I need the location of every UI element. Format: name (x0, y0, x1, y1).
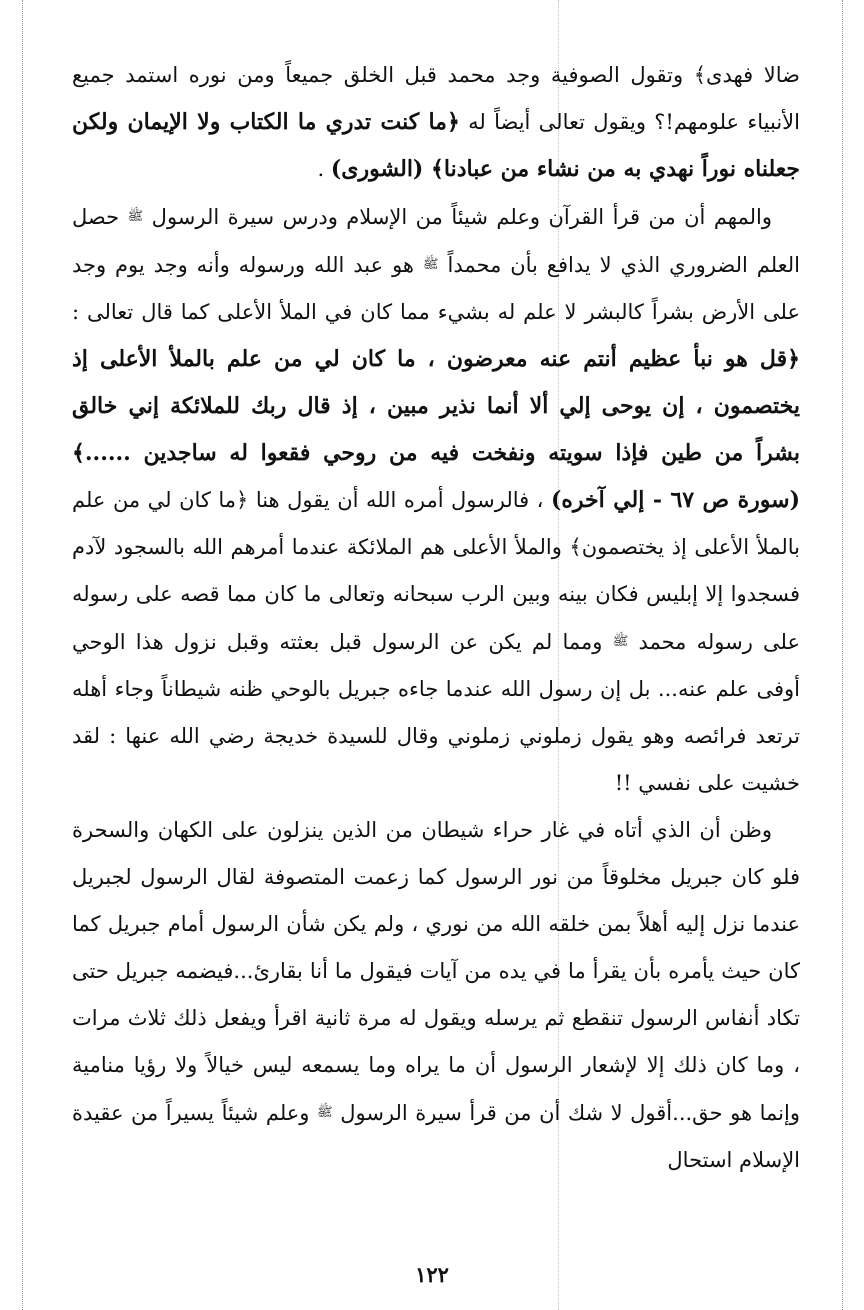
body-text: حصل العلم الضروري الذي لا يدافع بأن محمداً (72, 205, 801, 277)
salutation-symbol: ﷺ (127, 209, 144, 224)
body-text: والمهم أن من قرأ القرآن وعلم شيئاً من الإسلام ودرس سيرة الرسول (143, 205, 772, 229)
quran-quote: ﴿قل هو نبأ عظيم أنتم عنه معرضون ، ما كان لي من علم بالملأ الأعلى إذ يختصمون ، إن يوحى إلي ألا أنما نذير مبين ، إذ قال ربك للملائكة إني خالق بشراً من طين فإذا سويته ونفخت فيه من روحي فقعوا له ساجدين ......﴾(سورة ص ٦٧ - إلي آخره) (72, 346, 801, 513)
paragraph-1 (72, 52, 800, 193)
page-number: ١٢٢ (415, 1262, 449, 1287)
body-text: هو عبد الله ورسوله وأنه وجد يوم وجد على الأرض بشراً كالبشر لا علم له بشيء مما كان في الملأ الأعلى كما قال تعالى : (72, 253, 800, 324)
paragraph-2 (72, 193, 800, 807)
paragraph-3 (72, 807, 800, 1184)
body-text: ومما لم يكن عن الرسول قبل بعثته وقبل نزول هذا الوحي أوفى علم عنه... بل إن رسول الله عندما جاءه جبريل بالوحي ظنه شيطاناً وجاء أهله ترتعد فرائصه وهو يقول زملوني زملوني وقال للسيدة خديجة رضي الله عنها : لقد خشيت على نفسي !! (72, 630, 800, 795)
body-text: وظن أن الذي أتاه في غار حراء شيطان من الذين ينزلون على الكهان والسحرة فلو كان جبريل مخلوقاً من نور الرسول كما زعمت المتصوفة لقال الرسول لجبريل عندما نزل إليه أهلاً بمن خلقه الله من نوري ، ولم يكن شأن الرسول أمام جبريل كما كان حيث يأمره بأن يقرأ ما في يده من آيات فيقول ما أنا بقارئ...فيضمه جبريل حتى تكاد أنفاس الرسول تنقطع ثم يرسله ويقول له مرة ثانية اقرأ ويفعل ذلك ثلاث مرات ، وما كان ذلك إلا لإشعار الرسول أن ما يراه وما يسمعه ليس خيالاً ولا رؤيا منامية وإنما هو حق...أقول لا شك أن من قرأ سيرة الرسول (72, 818, 800, 1125)
right-fold-line (842, 0, 843, 1310)
body-text: وعلم شيئاً يسيراً من عقيدة الإسلام استحال (72, 1101, 800, 1172)
salutation-symbol: ﷺ (612, 634, 629, 649)
body-text: . (317, 157, 331, 181)
body-text: ضالا فهدى﴾ وتقول الصوفية وجد محمد قبل الخلق جميعاً ومن نوره استمد جميع الأنبياء علومهم!؟ ويقول تعالى أيضاً له (72, 63, 800, 134)
quran-quote: ﴿ما كنت تدري ما الكتاب ولا الإيمان ولكن جعلناه نوراً نهدي به من نشاء من عبادنا﴾ (الشورى) (72, 109, 800, 182)
salutation-symbol: ﷺ (316, 1105, 333, 1120)
page-body (72, 52, 800, 1184)
salutation-symbol: ﷺ (422, 257, 439, 272)
left-fold-line (22, 0, 23, 1310)
body-text: ، فالرسول أمره الله أن يقول هنا ﴿ما كان لي من علم بالملأ الأعلى إذ يختصمون﴾ والملأ الأعلى هم الملائكة عندما أمرهم الله بالسجود لآدم فسجدوا إلا إبليس فكان بينه وبين الرب سبحانه وتعالى ما كان مما قصه على رسوله على رسوله محمد (72, 488, 800, 654)
